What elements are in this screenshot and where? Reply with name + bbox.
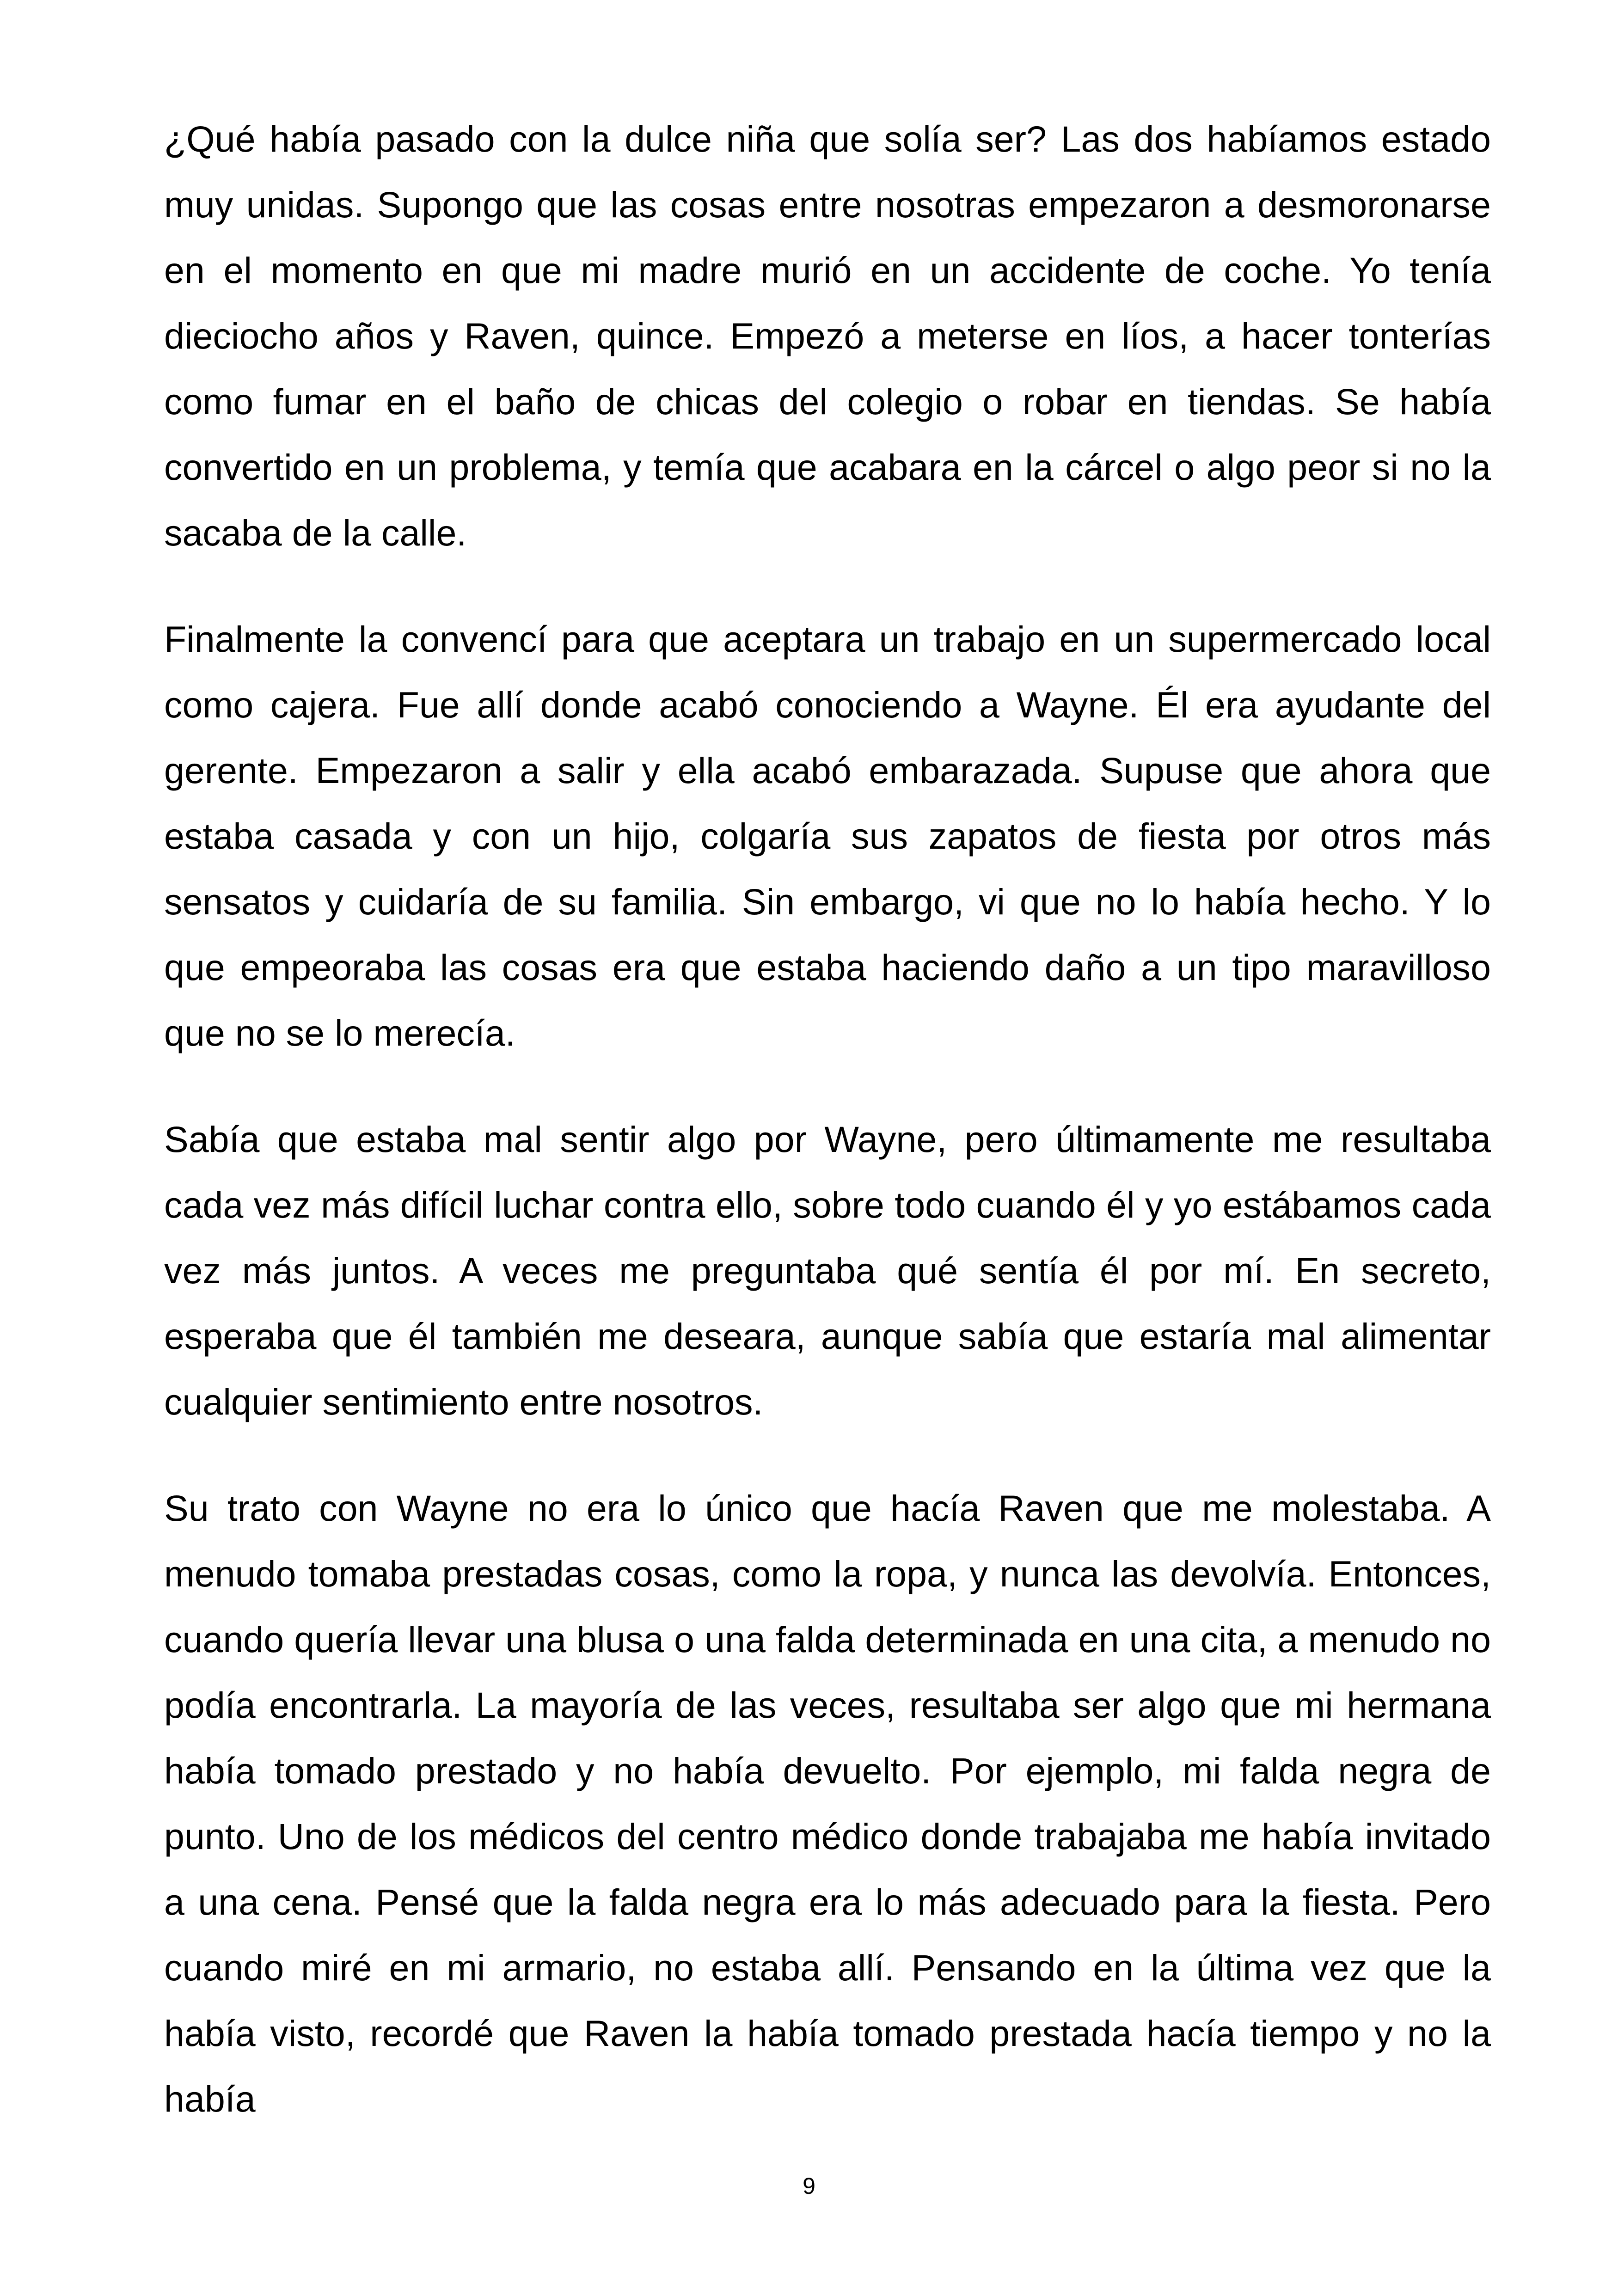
body-text bbox=[164, 106, 1491, 2132]
paragraph-3: Sabía que estaba mal sentir algo por Wayne, pero últimamente me resultaba cada vez más difícil luchar contra ello, sobre todo cuando él y yo estábamos cada vez más juntos. A veces me preguntaba qué sentía él por mí. En secreto, esperaba que él también me deseara, aunque sabía que estaría mal alimentar cualquier sentimiento entre nosotros. bbox=[164, 1119, 1491, 1422]
page-number: 9 bbox=[803, 2173, 815, 2199]
paragraph-4: Su trato con Wayne no era lo único que hacía Raven que me molestaba. A menudo tomaba prestadas cosas, como la ropa, y nunca las devolvía. Entonces, cuando quería llevar una blusa o una falda determinada en una cita, a menudo no podía encontrarla. La mayoría de las veces, resultaba ser algo que mi hermana había tomado prestado y no había devuelto. Por ejemplo, mi falda negra de punto. Uno de los médicos del centro médico donde trabajaba me había invitado a una cena. Pensé que la falda negra era lo más adecuado para la fiesta. Pero cuando miré en mi armario, no estaba allí. Pensando en la última vez que la había visto, recordé que Raven la había tomado prestada hacía tiempo y no la había bbox=[164, 1488, 1491, 2119]
paragraph-2: Finalmente la convencí para que aceptara un trabajo en un supermercado local como cajera. Fue allí donde acabó conociendo a Wayne. Él era ayudante del gerente. Empezaron a salir y ella acabó embarazada. Supuse que ahora que estaba casada y con un hijo, colgaría sus zapatos de fiesta por otros más sensatos y cuidaría de su familia. Sin embargo, vi que no lo había hecho. Y lo que empeoraba las cosas era que estaba haciendo daño a un tipo maravilloso que no se lo merecía. bbox=[164, 618, 1491, 1053]
paragraph-1: ¿Qué había pasado con la dulce niña que solía ser? Las dos habíamos estado muy unidas. Supongo que las cosas entre nosotras empezaron a desmoronarse en el momento en que mi madre murió en un accidente de coche. Yo tenía dieciocho años y Raven, quince. Empezó a meterse en líos, a hacer tonterías como fumar en el baño de chicas del colegio o robar en tiendas. Se había convertido en un problema, y temía que acabara en la cárcel o algo peor si no la sacaba de la calle. bbox=[164, 118, 1491, 553]
